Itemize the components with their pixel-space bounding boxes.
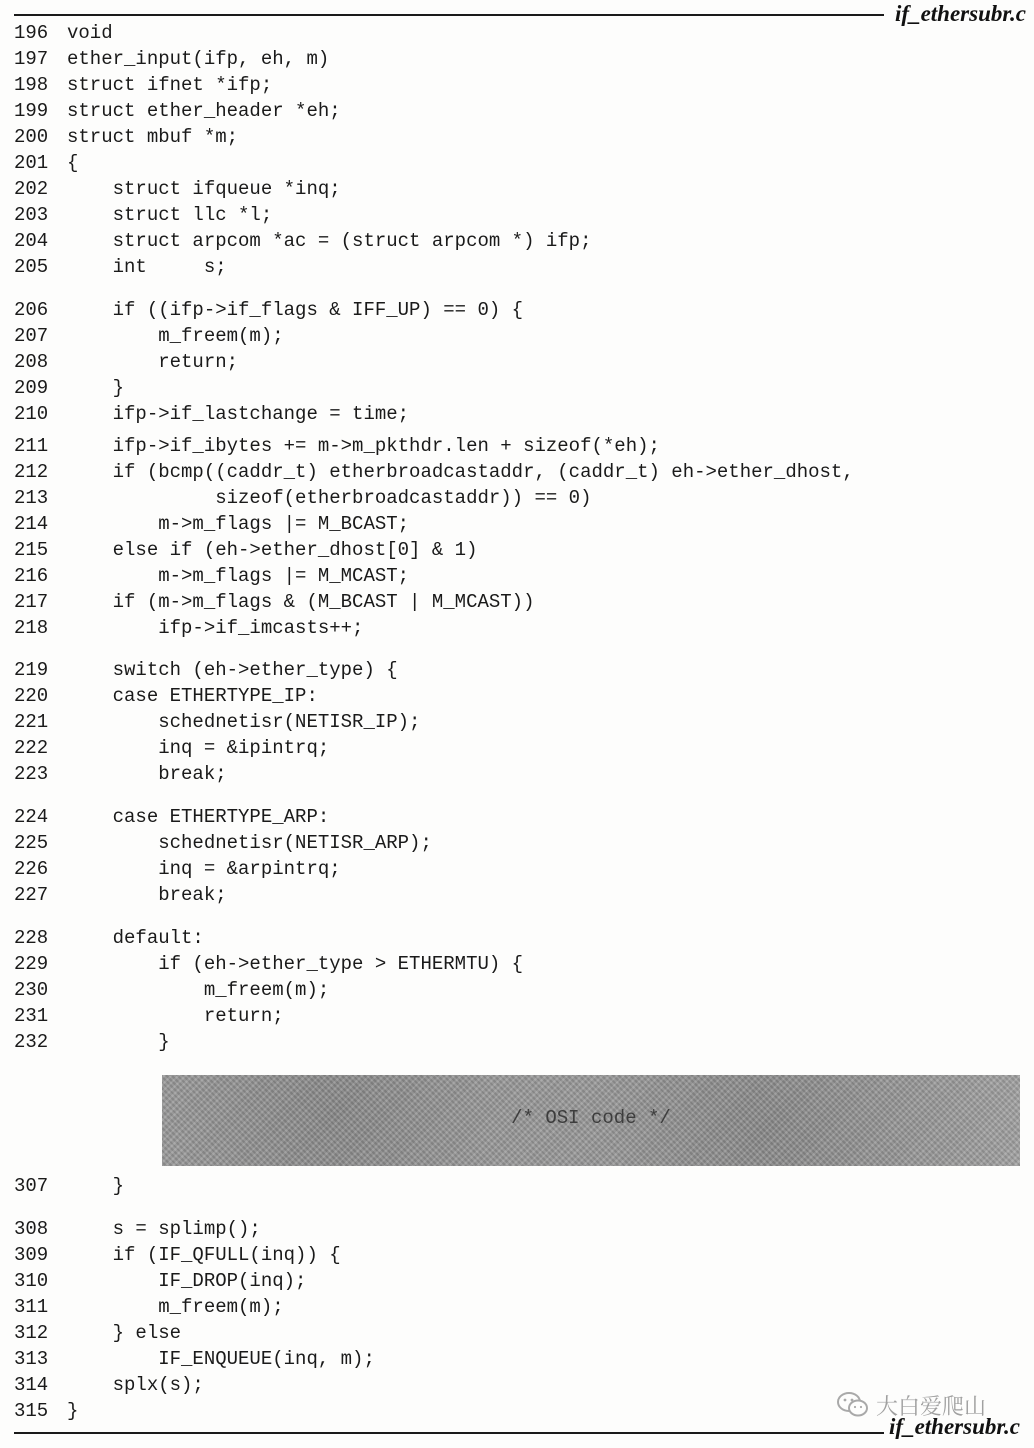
code-text: ether_input(ifp, eh, m): [67, 48, 330, 70]
code-text: m->m_flags |= M_MCAST;: [67, 565, 410, 587]
code-text: s = splimp();: [67, 1218, 261, 1240]
line-number: 309: [14, 1244, 49, 1266]
code-text: ifp->if_lastchange = time;: [67, 403, 410, 425]
line-number: 197: [14, 48, 49, 70]
code-text: inq = &arpintrq;: [67, 858, 341, 880]
code-text: if (bcmp((caddr_t) etherbroadcastaddr, (caddr_t) eh->ether_dhost,: [67, 461, 854, 483]
line-number: 230: [14, 979, 49, 1001]
code-text: m_freem(m);: [67, 325, 284, 347]
code-text: if (IF_QFULL(inq)) {: [67, 1244, 341, 1266]
code-text: case ETHERTYPE_IP:: [67, 685, 318, 707]
line-number: 202: [14, 178, 49, 200]
line-number: 314: [14, 1374, 49, 1396]
line-number: 215: [14, 539, 49, 561]
line-number: 307: [14, 1175, 49, 1197]
line-number: 232: [14, 1031, 49, 1053]
watermark-text: 大白爱爬山: [876, 1394, 987, 1420]
wechat-icon: [836, 1391, 870, 1419]
line-number: 229: [14, 953, 49, 975]
line-number: 203: [14, 204, 49, 226]
code-text: struct mbuf *m;: [67, 126, 239, 148]
code-text: m_freem(m);: [67, 979, 330, 1001]
line-number: 211: [14, 435, 49, 457]
code-text: schednetisr(NETISR_ARP);: [67, 832, 432, 854]
code-text: struct ifqueue *inq;: [67, 178, 341, 200]
header-rule: [14, 14, 884, 16]
code-text: sizeof(etherbroadcastaddr)) == 0): [67, 487, 592, 509]
code-text: struct ifnet *ifp;: [67, 74, 273, 96]
code-text: default:: [67, 927, 204, 949]
code-text: m->m_flags |= M_BCAST;: [67, 513, 410, 535]
line-number: 221: [14, 711, 49, 733]
line-number: 222: [14, 737, 49, 759]
code-text: inq = &ipintrq;: [67, 737, 330, 759]
line-number: 207: [14, 325, 49, 347]
code-text: void: [67, 22, 113, 44]
line-number: 200: [14, 126, 49, 148]
code-text: } else: [67, 1322, 182, 1344]
code-text: schednetisr(NETISR_IP);: [67, 711, 421, 733]
line-number: 225: [14, 832, 49, 854]
line-number: 205: [14, 256, 49, 278]
code-text: }: [67, 377, 125, 399]
code-text: IF_DROP(inq);: [67, 1270, 307, 1292]
code-text: return;: [67, 351, 239, 373]
file-label-bottom: if_ethersubr.c: [889, 1414, 1020, 1439]
line-number: 218: [14, 617, 49, 639]
line-number: 217: [14, 591, 49, 613]
line-number: 308: [14, 1218, 49, 1240]
line-number: 220: [14, 685, 49, 707]
line-number: 206: [14, 299, 49, 321]
line-number: 198: [14, 74, 49, 96]
footer-rule: [14, 1432, 884, 1434]
code-text: ifp->if_imcasts++;: [67, 617, 364, 639]
elided-code-label: /* OSI code */: [511, 1107, 671, 1129]
line-number: 310: [14, 1270, 49, 1292]
file-label-top: if_ethersubr.c: [895, 1, 1026, 26]
code-text: {: [67, 152, 79, 174]
code-text: struct arpcom *ac = (struct arpcom *) ifp;: [67, 230, 592, 252]
line-number: 214: [14, 513, 49, 535]
line-number: 213: [14, 487, 49, 509]
code-text: struct ether_header *eh;: [67, 100, 341, 122]
line-number: 231: [14, 1005, 49, 1027]
code-text: break;: [67, 884, 227, 906]
code-text: return;: [67, 1005, 284, 1027]
code-text: }: [67, 1175, 125, 1197]
code-text: m_freem(m);: [67, 1296, 284, 1318]
line-number: 313: [14, 1348, 49, 1370]
line-number: 228: [14, 927, 49, 949]
line-number: 204: [14, 230, 49, 252]
line-number: 219: [14, 659, 49, 681]
code-text: int s;: [67, 256, 227, 278]
line-number: 201: [14, 152, 49, 174]
code-text: }: [67, 1031, 170, 1053]
code-text: struct llc *l;: [67, 204, 273, 226]
line-number: 209: [14, 377, 49, 399]
code-text: if ((ifp->if_flags & IFF_UP) == 0) {: [67, 299, 524, 321]
line-number: 196: [14, 22, 49, 44]
code-text: switch (eh->ether_type) {: [67, 659, 398, 681]
elided-code-block: [162, 1075, 1020, 1166]
code-text: if (eh->ether_type > ETHERMTU) {: [67, 953, 524, 975]
line-number: 312: [14, 1322, 49, 1344]
line-number: 224: [14, 806, 49, 828]
line-number: 199: [14, 100, 49, 122]
code-text: case ETHERTYPE_ARP:: [67, 806, 330, 828]
line-number: 315: [14, 1400, 49, 1422]
code-text: splx(s);: [67, 1374, 204, 1396]
line-number: 227: [14, 884, 49, 906]
line-number: 226: [14, 858, 49, 880]
line-number: 216: [14, 565, 49, 587]
code-text: ifp->if_ibytes += m->m_pkthdr.len + sizeof(*eh);: [67, 435, 660, 457]
code-text: break;: [67, 763, 227, 785]
line-number: 210: [14, 403, 49, 425]
line-number: 212: [14, 461, 49, 483]
line-number: 208: [14, 351, 49, 373]
line-number: 311: [14, 1296, 49, 1318]
code-text: }: [67, 1400, 79, 1422]
line-number: 223: [14, 763, 49, 785]
code-text: IF_ENQUEUE(inq, m);: [67, 1348, 375, 1370]
code-text: if (m->m_flags & (M_BCAST | M_MCAST)): [67, 591, 535, 613]
code-text: else if (eh->ether_dhost[0] & 1): [67, 539, 478, 561]
